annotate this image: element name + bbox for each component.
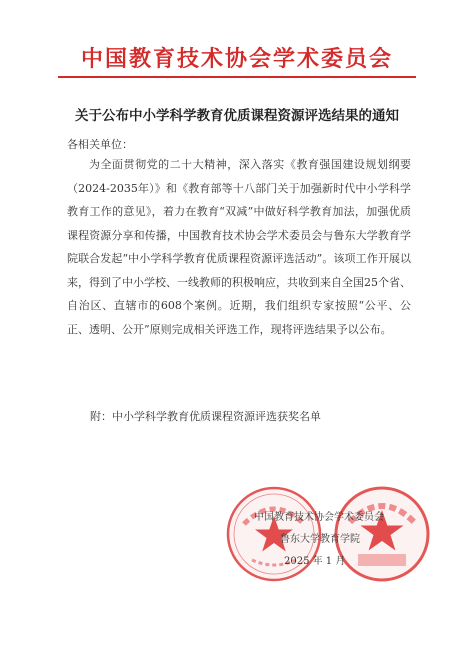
attachment-line: 附：中小学科学教育优质课程资源评选获奖名单 [90, 410, 321, 423]
organization-header: 中国教育技术协会学术委员会 [80, 47, 393, 72]
signature-org-2: 鲁东大学教育学院 [280, 534, 360, 545]
notice-title: 关于公布中小学科学教育优质课程资源评选结果的通知 [75, 108, 399, 124]
body-paragraph: 为全面贯彻党的二十大精神，深入落实《教育强国建设规划纲要（2024-2035年）》和《教育部等十八部门关于加强新时代中小学科学教育工作的意见》，着力在教育“双减”中做好科学教育加法，加强优质课程资源分享和传播，中国教育技术协会学术委员会与鲁东大学教育学院联合发起“中小学科学教育优质课程资源评选活动”。该项工作开展以来，得到了中小学校、一线教师的积极响应，共收到来自全国25个省、自治区、直辖市的608个案例。近期，我们组织专家按照“公平、公正、透明、公开”原则完成相关评选工作，现将评选结果予以公布。 [67, 158, 411, 336]
salutation: 各相关单位： [67, 138, 133, 151]
signature-block [224, 476, 444, 586]
signature-org-1: 中国教育技术协会学术委员会 [254, 512, 384, 523]
red-divider-line [58, 76, 416, 78]
signature-date: 2025 年 1 月 [284, 556, 346, 567]
